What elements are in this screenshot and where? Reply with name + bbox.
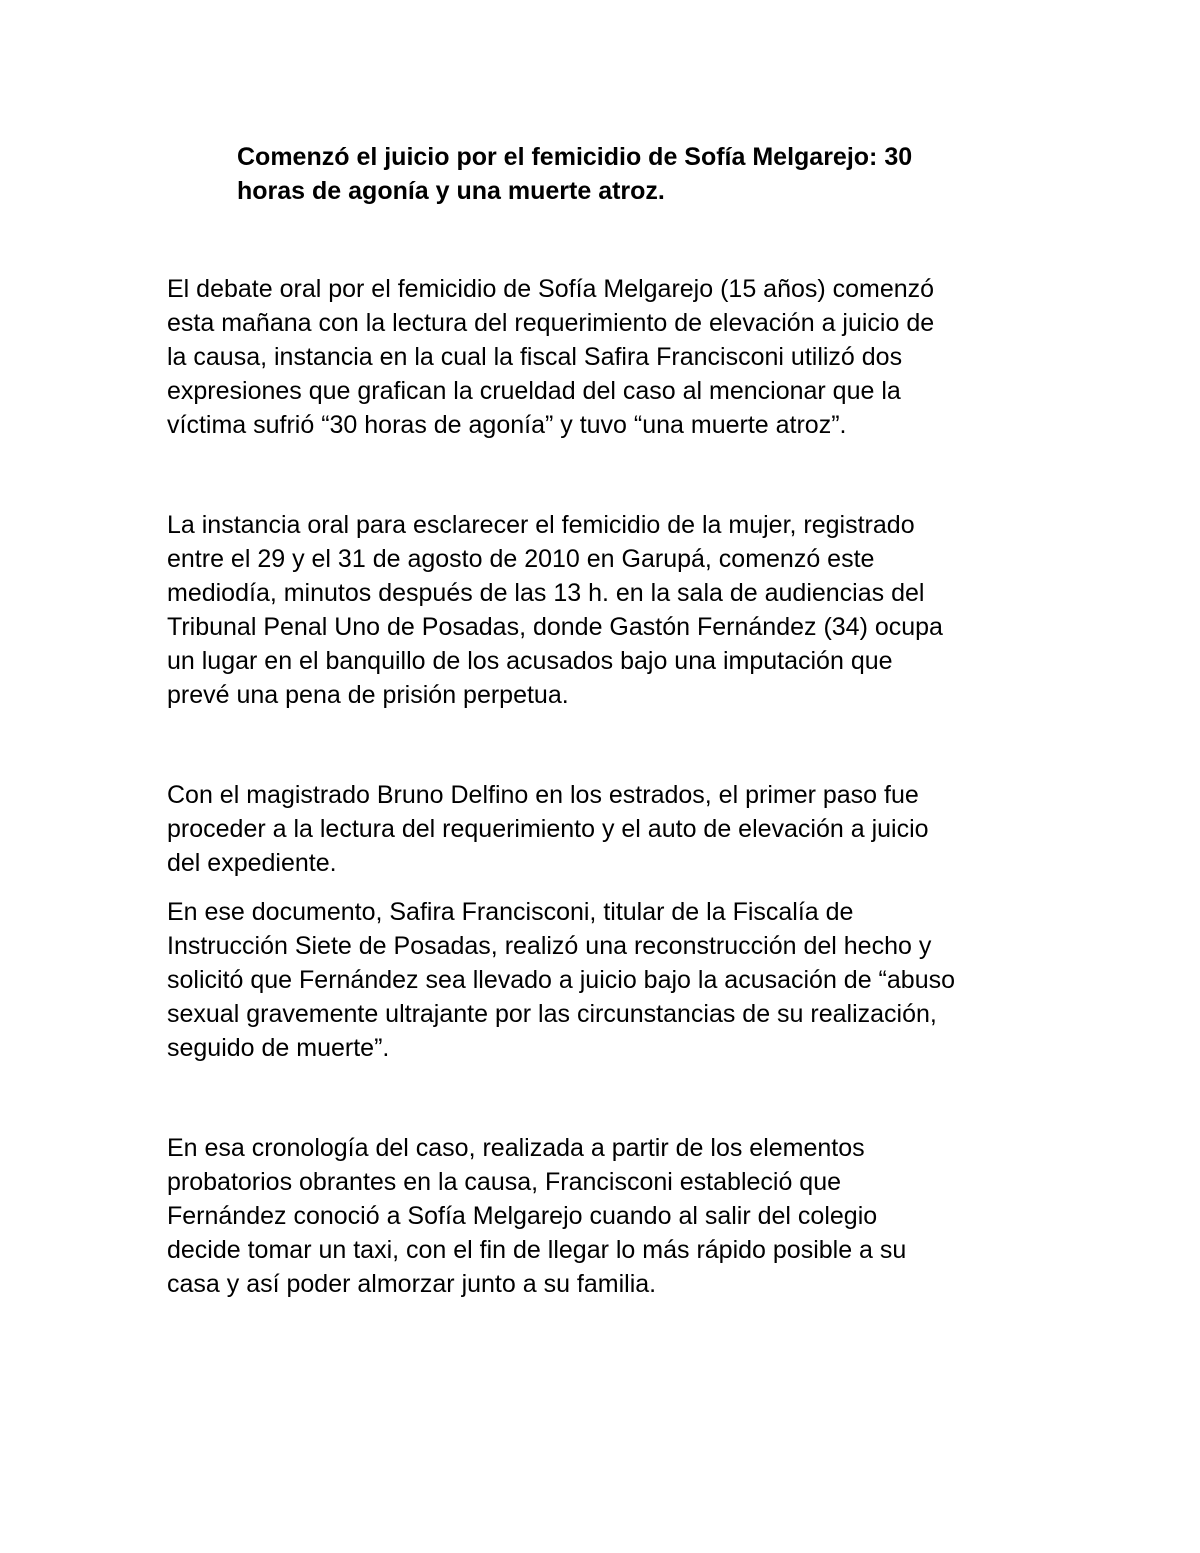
- paragraph-instancia-oral: [167, 508, 1047, 712]
- title-line: Comenzó el juicio por el femicidio de Sofía Melgarejo: 30: [237, 143, 913, 171]
- article-title: [237, 140, 1017, 208]
- text-line: la causa, instancia en la cual la fiscal Safira Francisconi utilizó dos: [167, 343, 903, 371]
- paragraph-documento: [167, 895, 1047, 1065]
- text-line: prevé una pena de prisión perpetua.: [167, 681, 569, 709]
- text-line: Instrucción Siete de Posadas, realizó una reconstrucción del hecho y: [167, 932, 932, 960]
- text-line: Fernández conoció a Sofía Melgarejo cuando al salir del colegio: [167, 1202, 878, 1230]
- text-line: un lugar en el banquillo de los acusados bajo una imputación que: [167, 647, 893, 675]
- paragraph-cronologia: [167, 1131, 1047, 1301]
- text-line: En ese documento, Safira Francisconi, titular de la Fiscalía de: [167, 898, 854, 926]
- text-line: Con el magistrado Bruno Delfino en los estrados, el primer paso fue: [167, 781, 919, 809]
- text-line: decide tomar un taxi, con el fin de llegar lo más rápido posible a su: [167, 1236, 907, 1264]
- paragraph-debate-oral: [167, 272, 1047, 442]
- text-line: mediodía, minutos después de las 13 h. en la sala de audiencias del: [167, 579, 925, 607]
- text-line: expresiones que grafican la crueldad del caso al mencionar que la: [167, 377, 901, 405]
- text-line: entre el 29 y el 31 de agosto de 2010 en Garupá, comenzó este: [167, 545, 875, 573]
- text-line: solicitó que Fernández sea llevado a juicio bajo la acusación de “abuso: [167, 966, 956, 994]
- text-line: sexual gravemente ultrajante por las circunstancias de su realización,: [167, 1000, 937, 1028]
- text-line: seguido de muerte”.: [167, 1034, 390, 1062]
- text-line: El debate oral por el femicidio de Sofía Melgarejo (15 años) comenzó: [167, 275, 935, 303]
- text-line: La instancia oral para esclarecer el femicidio de la mujer, registrado: [167, 511, 915, 539]
- text-line: del expediente.: [167, 849, 337, 877]
- text-line: esta mañana con la lectura del requerimiento de elevación a juicio de: [167, 309, 935, 337]
- text-line: casa y así poder almorzar junto a su familia.: [167, 1270, 657, 1298]
- text-line: Tribunal Penal Uno de Posadas, donde Gastón Fernández (34) ocupa: [167, 613, 943, 641]
- text-line: víctima sufrió “30 horas de agonía” y tuvo “una muerte atroz”.: [167, 411, 847, 439]
- title-line: horas de agonía y una muerte atroz.: [237, 177, 665, 205]
- text-line: probatorios obrantes en la causa, Francisconi estableció que: [167, 1168, 842, 1196]
- text-line: En esa cronología del caso, realizada a partir de los elementos: [167, 1134, 865, 1162]
- text-line: proceder a la lectura del requerimiento y el auto de elevación a juicio: [167, 815, 929, 843]
- paragraph-magistrado: [167, 778, 1047, 880]
